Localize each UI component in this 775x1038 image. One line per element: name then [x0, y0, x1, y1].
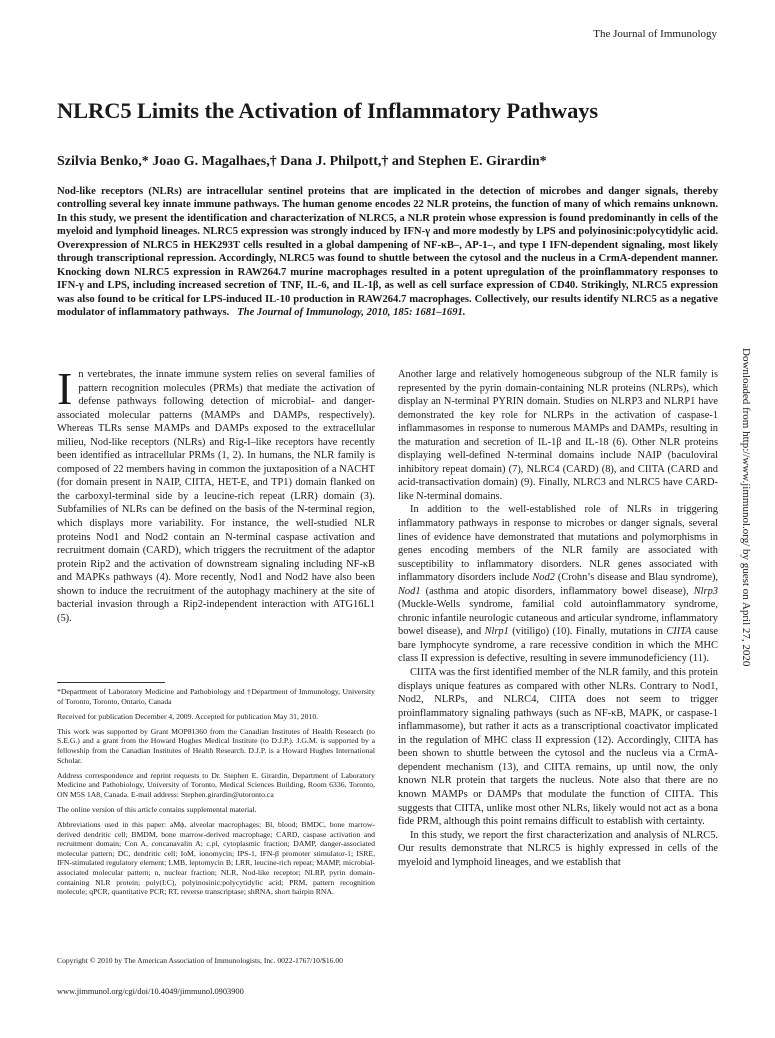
footnote-rule [57, 682, 165, 683]
abstract [57, 185, 718, 320]
copyright-line: Copyright © 2010 by The American Association of Immunologists, Inc. 0022-1767/10/$16.00 [57, 956, 343, 965]
right-column-body [398, 368, 718, 869]
p2-text-d: (Muckle-Wells syndrome, familial cold autoinflammatory syndrome, chronic infantile neurologic cutaneous and articular syndrome, inflammatory bowel disease), and [398, 599, 718, 638]
footnote-received: Received for publication December 4, 2009. Accepted for publication May 31, 2010. [57, 711, 319, 721]
footnote-correspondence: Address correspondence and reprint requests to Dr. Stephen E. Girardin, Department of Laboratory Medicine and Pathobiology, University of Toronto, Medical Sciences Building, Room 6336, Toronto, ON M5S 1A8, Canada. E-mail address: Stephen.girardin@utoronto.ca [57, 770, 375, 799]
footnote-abbreviations: Abbreviations used in this paper: aMϕ, alveolar macrophages; Bl, blood; BMDC, bone marrow-derived dendritic cell; BMDM, bone marrow-derived macrophage; CARD, caspase activation and recruitment domain; Con A, concanavalin A; c.pl, cytoplasmic fraction; DAMP, danger-associated molecular pattern; DC, dendritic cell; IoM, ionomycin; IPS-1, IFN-β promoter stimulator-1; ISRE, IFN-stimulated regulatory element; LMB, leptomycin B; LRR, leucine-rich repeat; MAMP, microbial-associated molecular pattern; n, nuclear fraction; NLR, Nod-like receptor; NLRP, pyrin domain-containing NLR protein; poly(I:C), polyinosinic:polycytidylic acid; PRM, pattern recognition molecule; qPCR, quantitative PCR; RT, reverse transcriptase; shRNA, short hairpin RNA. [57, 820, 375, 897]
journal-header: The Journal of Immunology [593, 28, 717, 40]
p2-text-f: cause bare lymphocyte syndrome, a rare recessive condition in which the MHC class II expression is defective, resulting in severe immunodeficiency (11). [398, 626, 718, 665]
right-paragraph-3: CIITA was the first identified member of the NLR family, and this protein displays unique features as compared with other NLRs. Contrary to Nod1, Nod2, NLRPs, and NLRC4, CIITA does not seem to trigger proinflammatory signaling pathways (such as NF-κB, MAPK, or caspase-1 inflammasome), but rather it acts as a transcriptional coactivator implicated in the regulation of MHC class II expression (12). Accordingly, CIITA has been shown to shuttle between the cytosol and the nucleus via a CrmA-dependent mechanism (13), and CIITA remains, up until now, the only known NLR protein that targets the nucleus. Note also that there are no known MAMPs or DAMPs that modulate the function of CIITA. This suggests that CIITA, unlike most other NLRs, likely would not act as a bona fide PRM, although this point remains difficult to establish with certainty. [398, 667, 718, 828]
left-column-body [57, 363, 375, 625]
intro-text: n vertebrates, the innate immune system relies on several families of pattern recognition molecules (PRMs) that mediate the activation of defense pathways following detection of microbial- and danger-associated molecular patterns (MAMPs and DAMPs, respectively). Whereas TLRs sense MAMPs and DAMPs exposed to the extracellular milieu, Nod-like receptors (NLRs) and Rig-I–like receptors have recently been identified as intracellular PRMs (1, 2). In humans, the NLR family is composed of 22 members having in common the juxtaposition of a NACHT (for domain present in NAIP, CIITA, HET-E, and TP1) domain flanked on the carboxyl-terminal side by a leucine-rich repeat (LRR) domain (3). Subfamilies of NLRs can be defined on the basis of the N-terminal region, which displays more variability. For instance, the well-studied NLR proteins Nod1 and Nod2 contain an N-terminal caspase activation and recruitment domain (CARD), which triggers the recruitment of the adaptor protein Rip2 and the activation of downstream signaling including NF-κB and MAPKs pathways (4). More recently, Nod1 and Nod2 have also been shown to induce the recruitment of the autophagy machinery at the site of bacterial invasion through a Rip2-independent interaction with ATG16L1 (5). [57, 369, 375, 624]
download-watermark: Downloaded from http://www.jimmunol.org/ by guest on April 27, 2020 [740, 348, 752, 667]
footnotes [57, 687, 375, 902]
intro-paragraph [57, 363, 375, 625]
gene-nod2: Nod2 [532, 572, 555, 584]
gene-nlrp1: Nlrp1 [484, 626, 509, 638]
abstract-citation: The Journal of Immunology, 2010, 185: 1681–1691. [237, 307, 466, 319]
doi-link[interactable]: www.jimmunol.org/cgi/doi/10.4049/jimmunol.0903900 [57, 987, 244, 996]
gene-ciita: CIITA [666, 626, 692, 638]
footnote-funding: This work was supported by Grant MOP81360 from the Canadian Institutes of Health Research (to S.E.G.) and a grant from the Howard Hughes Medical Institute (to D.J.P.). J.G.M. is supported by a fellowship from the Canadian Institutes of Health Research. D.J.P. is a Howard Hughes International Scholar. [57, 726, 375, 765]
right-paragraph-4: In this study, we report the first characterization and analysis of NLRC5. Our results demonstrate that NLRC5 is highly expressed in cells of the myeloid and lymphoid lineages, and we establish that [398, 829, 718, 868]
p2-text-c: (asthma and atopic disorders, inflammatory bowel disease), [420, 585, 694, 597]
right-paragraph-2 [398, 503, 718, 666]
gene-nlrp3: Nlrp3 [693, 585, 718, 597]
drop-cap: I [57, 363, 73, 414]
p2-text-a: In addition to the well-established role of NLRs in triggering inflammatory pathways in response to microbes or danger signals, several lines of evidence have demonstrated that mutations and polymorphisms in genes encoding members of the NLR family are associated with susceptibility to inflammatory disorders. NLR genes associated with inflammatory disorders include [398, 504, 718, 584]
footnote-supplemental: The online version of this article contains supplemental material. [57, 804, 257, 814]
gene-nod1: Nod1 [398, 585, 421, 597]
footnote-affiliations: *Department of Laboratory Medicine and Pathobiology and †Department of Immunology, University of Toronto, Toronto, Ontario, Canada [57, 687, 375, 706]
author-list: Szilvia Benko,* Joao G. Magalhaes,† Dana J. Philpott,† and Stephen E. Girardin* [57, 154, 547, 169]
article-title: NLRC5 Limits the Activation of Inflammatory Pathways [57, 98, 599, 123]
right-paragraph-1: Another large and relatively homogeneous subgroup of the NLR family is represented by the pyrin domain-containing NLR proteins (NLRPs), which display an N-terminal PYRIN domain. Studies on NLRP3 and NLRP1 have demonstrated the key role for NLRPs in the activation of caspase-1 inflammasomes in response to numerous MAMPs and DAMPs, resulting in the maturation and secretion of IL-1β and IL-18 (6). Other NLR proteins displaying well-defined N-terminal domains include NAIP (baculoviral inhibitory repeat domain) (7), NLRC4 (CARD) (8), and CIITA (CARD and acid-transactivation domain) (9). Finally, NLRC3 and NLRC5 have CARD-like N-terminal domains. [398, 369, 718, 502]
p2-text-e: (vitiligo) (10). Finally, mutations in [508, 626, 667, 638]
p2-text-b: (Crohn’s disease and Blau syndrome), [554, 572, 718, 584]
abstract-text: Nod-like receptors (NLRs) are intracellular sentinel proteins that are implicated in the detection of microbes and danger signals, thereby controlling several key innate immune pathways. The human genome encodes 22 NLR proteins, the function of many of which remains unknown. In this study, we present the identification and characterization of NLRC5, a NLR protein whose expression is found predominantly in cells of the myeloid and lymphoid lineages. NLRC5 expression was strongly induced by IFN-γ and more modestly by LPS and polyinosinic:polycytidylic acid. Overexpression of NLRC5 in HEK293T cells resulted in a global dampening of NF-κB–, AP-1–, and type I IFN-dependent signaling, most likely through transcriptional repression. Accordingly, NLRC5 was found to shuttle between the cytosol and the nucleus in a CrmA-dependent manner. Knocking down NLRC5 expression in RAW264.7 murine macrophages resulted in a potent upregulation of the proinflammatory responses to IFN-γ and LPS, including increased secretion of TNF, IL-6, and IL-1β, as well as cell surface expression of CD40. Strikingly, NLRC5 expression was also found to be critical for LPS-induced IL-10 production in RAW264.7 macrophages. Collectively, our results identify NLRC5 as a negative modulator of inflammatory pathways. [57, 186, 718, 319]
